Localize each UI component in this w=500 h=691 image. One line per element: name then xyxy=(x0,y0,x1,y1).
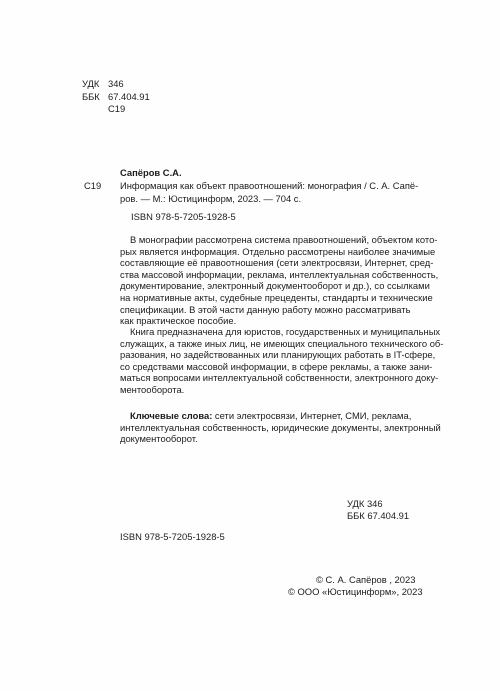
keywords-line: интеллектуальная собственность, юридические документы, электронный xyxy=(120,421,441,433)
keywords-line: документооборот. xyxy=(120,433,198,445)
bottom-udk: УДК 346 xyxy=(347,498,383,509)
abstract-line: ства массовой информации, реклама, интеллектуальная собственность, xyxy=(120,268,439,280)
keywords-block xyxy=(120,410,441,445)
author-mark-top: С19 xyxy=(108,103,126,114)
abstract-line: со средствами массовой информации, в сфере рекламы, а также зани- xyxy=(120,360,433,372)
abstract-line: разования, но задействованных или планирующих работать в IT-сфере, xyxy=(120,349,436,361)
abstract-line: В монографии рассмотрена система правоотношений, объектом кото- xyxy=(130,234,438,245)
isbn-bottom: ISBN 978-5-7205-1928-5 xyxy=(120,531,225,542)
abstract-line: документирование, электронный документооборот и др.), со ссылками xyxy=(120,280,430,292)
bib-line-1: Информация как объект правоотношений: монография / С. А. Сапё- xyxy=(120,180,419,191)
abstract-line: ментооборота. xyxy=(120,383,185,395)
bbk-label: ББК xyxy=(82,90,100,102)
bottom-bbk: ББК 67.404.91 xyxy=(347,510,410,521)
abstract-line: как практическое пособие. xyxy=(120,315,237,327)
abstract-paragraph-1 xyxy=(120,234,439,327)
keywords-first-line-text: сети электросвязи, Интернет, СМИ, реклама, xyxy=(212,410,412,421)
abstract-line: составляющие её правоотношения (сети электросвязи, Интернет, сред- xyxy=(120,257,434,269)
bbk-value: 67.404.91 xyxy=(108,90,150,102)
bib-line-2: ров. — М.: Юстицинформ, 2023. — 704 с. xyxy=(120,192,302,204)
author-mark: С19 xyxy=(84,180,102,191)
abstract-line: маться вопросами интеллектуальной собственности, электронного доку- xyxy=(120,372,439,384)
author-heading: Сапёров С.А. xyxy=(120,167,182,178)
abstract-line: на нормативные акты, судебные прецеденты, стандарты и технические xyxy=(120,291,433,303)
copyright-author: © С. А. Сапёров , 2023 xyxy=(316,574,416,585)
abstract-paragraph-2 xyxy=(120,326,444,396)
abstract-line: Книга предназначена для юристов, государственных и муниципальных xyxy=(130,326,441,337)
abstract-line: рых является информация. Отдельно рассмотрены наиболее значимые xyxy=(120,245,436,257)
abstract-line: спецификации. В этой части данную работу можно рассматривать xyxy=(120,303,411,315)
udk-value: 346 xyxy=(108,78,124,89)
abstract-line: служащих, а также иных лиц, не имеющих специального технического об- xyxy=(120,337,444,349)
keywords-first-line xyxy=(120,410,412,422)
udk-label: УДК xyxy=(82,78,100,89)
isbn-top: ISBN 978-5-7205-1928-5 xyxy=(131,211,236,222)
copyright-publisher: © ООО «Юстицинформ», 2023 xyxy=(288,586,423,597)
top-classification xyxy=(82,78,202,118)
keywords-title: Ключевые слова: xyxy=(130,410,213,421)
bibliographic-description xyxy=(120,180,419,205)
